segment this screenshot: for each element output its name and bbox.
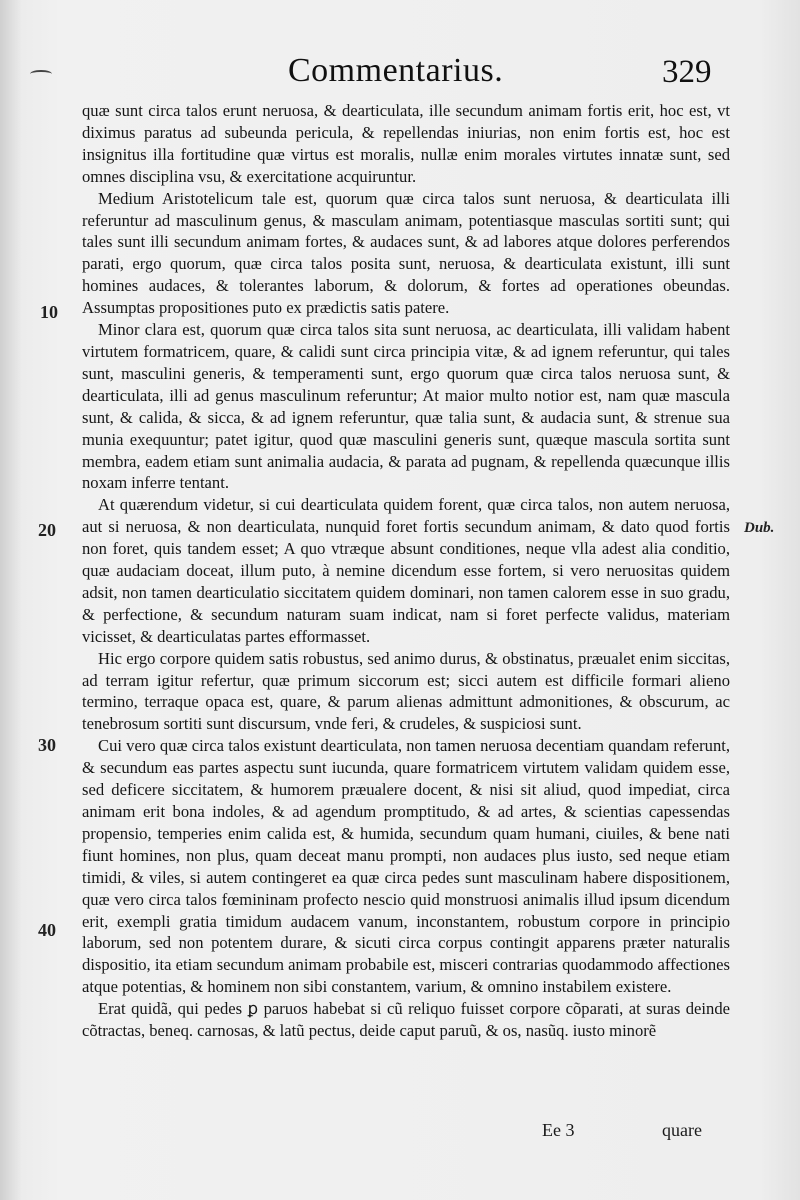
paragraph-5: Hic ergo corpore quidem satis robustus, sed animo durus, & obstinatus, præualet enim siccitas, ad terram igitur refertur, quæ primum siccorum est; sicci autem est difficile formari alieno termino, terraque opaca est, quare, & parum alienas admittunt admonitiones, & obscurum, ac tenebrosum sortiti sunt discursum, vnde feri, & crudeles, & suspiciosi sunt. bbox=[82, 648, 730, 734]
line-number-30: 30 bbox=[38, 735, 56, 755]
signature-mark: Ee 3 bbox=[542, 1120, 575, 1140]
paragraph-7: Erat quidã, qui pedes ꝑ paruos habebat si cũ reliquo fuisset corpore cõparati, at suras deinde cõtractas, beneq. carnosas, & latũ pectus, deide caput paruũ, & os, nasũq. iusto minorẽ bbox=[82, 999, 730, 1041]
margin-note-dub: Dub. bbox=[744, 520, 775, 536]
line-number-40: 40 bbox=[38, 920, 56, 940]
body-text bbox=[82, 100, 730, 1042]
page-footer bbox=[0, 1120, 800, 1150]
paragraph-4: At quærendum videtur, si cui dearticulata quidem forent, quæ circa talos, non autem neruosa, aut si neruosa, & non dearticulata, nunquid foret fortis secundum animam, & dato quod fortis non foret, quis tandem esset; A quo vtræque absunt conditiones, neque vlla adest alia conditio, quæ audaciam doceat, illum puto, à nemine dicendum esse fortem, si vero neruositas quidem adsit, non tamen dearticulatio siccitatem quidem dominari, non tamen calorem esse in suo gradu, & perfectione, & secundum naturam suam indicat, nam si foret perfecte validus, materiam vicisset, & dearticulatas partes efformasset. bbox=[82, 495, 730, 646]
line-number-20: 20 bbox=[38, 520, 56, 540]
page-header bbox=[0, 52, 800, 102]
page-number: 329 bbox=[662, 54, 712, 90]
paragraph-2: Medium Aristotelicum tale est, quorum quæ circa talos sunt neruosa, & dearticulata illi referuntur ad masculinum genus, & masculam animam, potentiasque masculas sortiti sunt; qui tales sunt illi secundum animam fortes, & audaces sunt, & ad labores atque dolores perferendos parati, ergo quorum, quæ circa talos posita sunt, neruosa, & dearticulata existunt, illi sunt homines audaces, & tolerantes laborum, & dolorum, & fortes ad operationes obeundas. Assumptas propositiones puto ex prædictis satis patere. bbox=[82, 188, 730, 318]
paragraph-6: Cui vero quæ circa talos existunt dearticulata, non tamen neruosa decentiam quandam referunt, & secundum eas partes aspectu sunt iucunda, quare formatricem virtutem validam quidem esse, sed deficere siccitatem, & humorem præualere docent, & nisi sit aliud, quod impediat, circa animam erit bona indoles, & ad agendum promptitudo, & ad artes, & scientias capessendas propensio, temperies enim calida est, & humida, secundum quam humani, ciuiles, & bene nati fiunt homines, non plus, quam deceat manu prompti, non audaces plus iusto, sed neque etiam timidi, & viles, si autem contingeret ea quæ circa pedes sunt masculinam habere dispositionem, quæ vero circa talos fœmininam profecto nescio quid monstruosi animalis illud ipsum dicendum erit, exempli gratia timidum audacem vanum, inconstantem, robustum corpore in principio laborum, sed non potentem durare, & sicuti circa corpus contingit apparens præter naturalis dispositio, ita etiam secundum animam probabile est, misceri contrarias quodammodo affectiones atque potentias, & hominem non sibi constantem, varium, & omnino instabilem existere. bbox=[82, 736, 730, 997]
running-title: Commentarius. bbox=[288, 52, 504, 89]
paragraph-3: Minor clara est, quorum quæ circa talos sita sunt neruosa, ac dearticulata, illi validam habent virtutem formatricem, quare, & calidi sunt circa principia vitæ, & ad ignem referuntur, qui tales sunt, masculini generis, & temperamenti sunt, ergo quorum quæ circa talos neruosa sunt, & dearticulata, illi ad genus masculinum referuntur; At maior multo notior est, nam quæ mascula sunt, & calida, & sicca, & ad ignem referuntur, quæ talia sunt, & audacia sunt, & strenue sua munia exequuntur; patet igitur, quod quæ masculini generis sunt, quæque mascula sortita sunt membra, eadem etiam sunt animalia audacia, & parata ad pugnam, & repellenda quæcunque illis noxam inferre tentant. bbox=[82, 320, 730, 493]
catchword: quare bbox=[662, 1120, 702, 1140]
line-number-10: 10 bbox=[40, 302, 58, 322]
paragraph-1: quæ sunt circa talos erunt neruosa, & dearticulata, ille secundum animam fortis erit, hoc est, vt diximus paratus ad subeunda pericula, & repellendas iniurias, non enim fortis est, hoc est insignitus illa fortitudine quæ virtus est moralis, nullæ enim morales virtutes innatæ sunt, sed omnes disciplina vsu, & exercitatione acquiruntur. bbox=[82, 101, 730, 186]
